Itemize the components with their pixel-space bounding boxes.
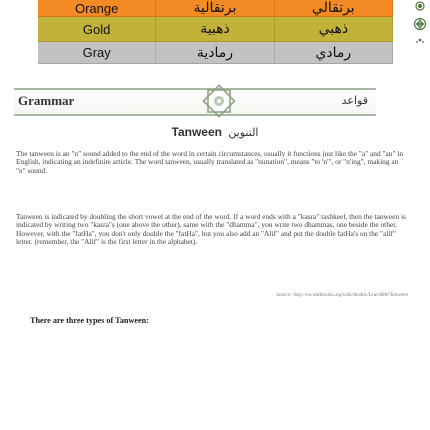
lesson-title-en: Tanween — [171, 125, 222, 139]
section-label-ar: قواعد — [341, 94, 368, 107]
color-name-ar-masculine: رمادي — [275, 42, 393, 63]
color-name-ar-masculine: ذهبي — [275, 17, 393, 41]
lesson-title-ar: التنوين — [228, 126, 259, 139]
star-ornament-icon — [199, 81, 239, 121]
color-row-orange — [38, 0, 393, 17]
grammar-section-header — [14, 88, 376, 116]
color-name-ar-masculine: برتقالي — [275, 0, 393, 16]
color-name-en: Gray — [38, 42, 156, 63]
paragraph-indication: Tanween is indicated by doubling the short vowel at the end of the word. If a word ends with a "kasra" tashkeel, then the tanween is indicated by writing two "kasra"s (one above the other), same with the "dhamma", you write two dhammas, one beside the other. However, with the "fatHa", you don't only double the "fatHa", but you also add an "Alif" and put the double fatHa's on the "alif" letter. (remember, the "Alif" is the first letter in the alphabet). — [16, 212, 406, 247]
types-heading: There are three types of Tanween: — [30, 316, 149, 325]
color-row-gray — [38, 42, 393, 64]
source-citation: Source: http://en.wikibooks.org/wiki/Arabic/LearnRW/Tanween — [276, 292, 408, 298]
color-name-ar-feminine: ذهبية — [156, 17, 274, 41]
lesson-title — [0, 125, 430, 139]
margin-ornament — [410, 0, 430, 64]
color-name-ar-feminine: رمادية — [156, 42, 274, 63]
color-name-en: Orange — [38, 0, 156, 16]
colors-table — [38, 0, 393, 64]
color-row-gold — [38, 17, 393, 42]
section-label-en: Grammar — [18, 93, 75, 108]
color-name-ar-feminine: برتقالية — [156, 0, 274, 16]
color-name-en: Gold — [38, 17, 156, 41]
paragraph-definition: The tanween is an "n" sound added to the end of the word in certain circumstances, usually it functions just like the "a" and "an" in English, indicating an indefinite article. The word tanween, usually translated as "nunation", means "to 'n'", or "n'ing", making an "n" sound. — [16, 149, 404, 175]
rosette-icon — [410, 0, 430, 60]
